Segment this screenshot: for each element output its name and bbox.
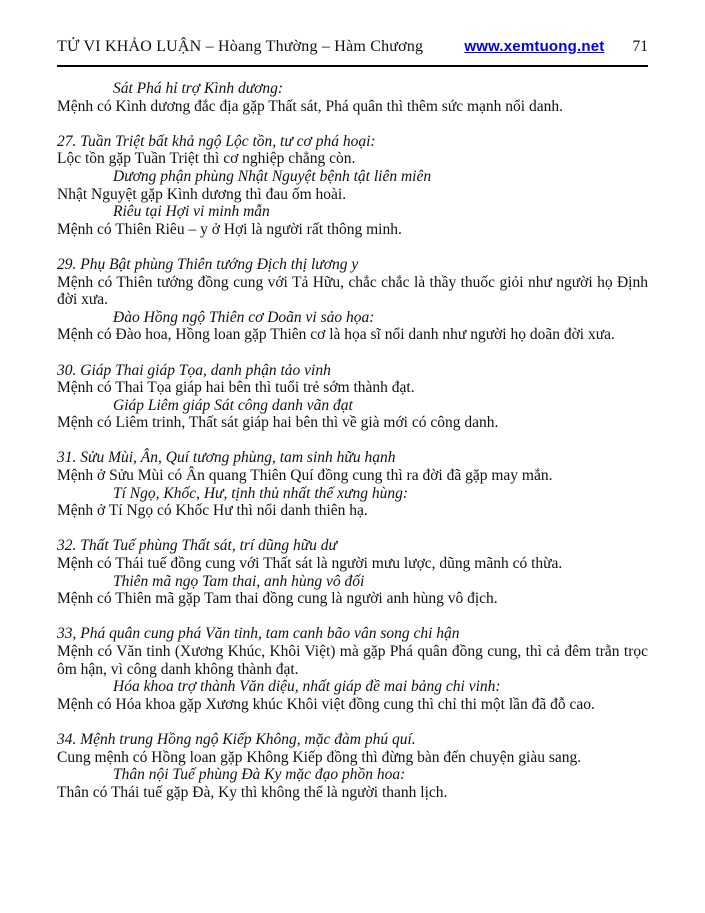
body-line: Mệnh có Đào hoa, Hồng loan gặp Thiên cơ là họa sĩ nổi danh như người họ doãn đời xưa. xyxy=(57,326,615,344)
section-heading: 34. Mệnh trung Hồng ngộ Kiếp Không, mặc đàm phú quí. xyxy=(57,730,416,748)
page-header xyxy=(57,38,648,56)
verse-line: Thân nội Tuế phùng Đà Ky mặc đạo phồn hoa: xyxy=(113,766,406,784)
section-heading: 33, Phá quân cung phá Văn tinh, tam canh bão vân song chi hận xyxy=(57,625,460,643)
section-heading: 30. Giáp Thai giáp Tọa, danh phận tảo vinh xyxy=(57,361,331,379)
section-34 xyxy=(57,731,648,801)
section-30 xyxy=(57,362,648,432)
section-heading: 32. Thất Tuế phùng Thất sát, trí dũng hữu dư xyxy=(57,537,338,555)
body-line: Mệnh có Thái tuế đồng cung với Thất sát là người mưu lược, dũng mãnh có thừa. xyxy=(57,555,563,573)
body-line: Nhật Nguyệt gặp Kình dương thì đau ốm hoài. xyxy=(57,185,347,203)
section-32 xyxy=(57,537,648,607)
header-right xyxy=(464,38,648,56)
body-line: Mệnh có Kình dương đắc địa gặp Thất sát, Phá quân thì thêm sức mạnh nổi danh. xyxy=(57,97,563,115)
document-content xyxy=(57,80,648,801)
section-29 xyxy=(57,256,648,344)
website-link[interactable]: www.xemtuong.net xyxy=(464,38,605,55)
section-31 xyxy=(57,449,648,519)
body-line: Mệnh có Văn tinh (Xương Khúc, Khôi Việt) mà gặp Phá quân đồng cung, thì cả đêm trằn trọc ôm hận, vì công danh không thành đạt. xyxy=(57,643,648,678)
verse-line: Tí Ngọ, Khốc, Hư, tịnh thủ nhất thế xưng hùng: xyxy=(113,484,409,502)
body-line: Mệnh ở Sửu Mùi có Ân quang Thiên Quí đồng cung thì ra đời đã gặp may mắn. xyxy=(57,467,553,485)
body-line: Lộc tồn gặp Tuần Triệt thì cơ nghiệp chẳng còn. xyxy=(57,150,356,168)
verse-line: Sát Phá hỉ trợ Kình dương: xyxy=(113,80,284,97)
section-heading: 29. Phụ Bật phùng Thiên tướng Địch thị lương y xyxy=(57,255,359,273)
section-27 xyxy=(57,133,648,239)
body-line: Mệnh có Thiên tướng đồng cung với Tả Hữu, chắc chắc là thầy thuốc giỏi như người họ Định đời xưa. xyxy=(57,273,648,309)
body-line: Thân có Thái tuế gặp Đà, Ky thì không thể là người thanh lịch. xyxy=(57,783,448,801)
section-33 xyxy=(57,625,648,713)
verse-line: Thiên mã ngọ Tam thai, anh hùng vô đối xyxy=(113,572,365,590)
verse-line: Hóa khoa trợ thành Văn diệu, nhất giáp đề mai bảng chi vinh: xyxy=(113,678,501,696)
verse-line: Giáp Liêm giáp Sát công danh vãn đạt xyxy=(113,396,353,414)
section-heading: 31. Sửu Mùi, Ân, Quí tương phùng, tam sinh hữu hạnh xyxy=(57,449,396,467)
page-number: 71 xyxy=(632,38,648,55)
body-line: Mệnh có Thai Tọa giáp hai bên thì tuổi trẻ sớm thành đạt. xyxy=(57,379,415,397)
body-line: Mệnh có Hóa khoa gặp Xương khúc Khôi việt đồng cung thì chỉ thi một lần đã đỗ cao. xyxy=(57,695,595,713)
book-title: TỬ VI KHẢO LUẬN – Hòang Thường – Hàm Chương xyxy=(57,38,424,55)
section-heading: 27. Tuần Triệt bất khả ngộ Lộc tồn, tư cơ phá hoại: xyxy=(57,132,376,150)
body-line: Mệnh có Thiên mã gặp Tam thai đồng cung là người anh hùng vô địch. xyxy=(57,590,498,608)
body-line: Mệnh có Thiên Riêu – y ở Hợi là người rất thông minh. xyxy=(57,220,402,238)
verse-line: Riêu tại Hợi vi minh mẫn xyxy=(113,203,270,221)
body-line: Mệnh ở Tí Ngọ có Khốc Hư thì nổi danh thiên hạ. xyxy=(57,502,368,520)
section-intro xyxy=(57,80,648,115)
body-line: Mệnh có Liêm trinh, Thất sát giáp hai bên thì về già mới có công danh. xyxy=(57,414,499,432)
verse-line: Đào Hồng ngộ Thiên cơ Doãn vi sảo họa: xyxy=(113,308,375,326)
verse-line: Dương phận phùng Nhật Nguyệt bệnh tật liên miên xyxy=(113,167,432,185)
body-line: Cung mệnh có Hồng loan gặp Không Kiếp đồng thì đừng bàn đến chuyện giàu sang. xyxy=(57,748,582,766)
header-divider xyxy=(57,65,648,67)
